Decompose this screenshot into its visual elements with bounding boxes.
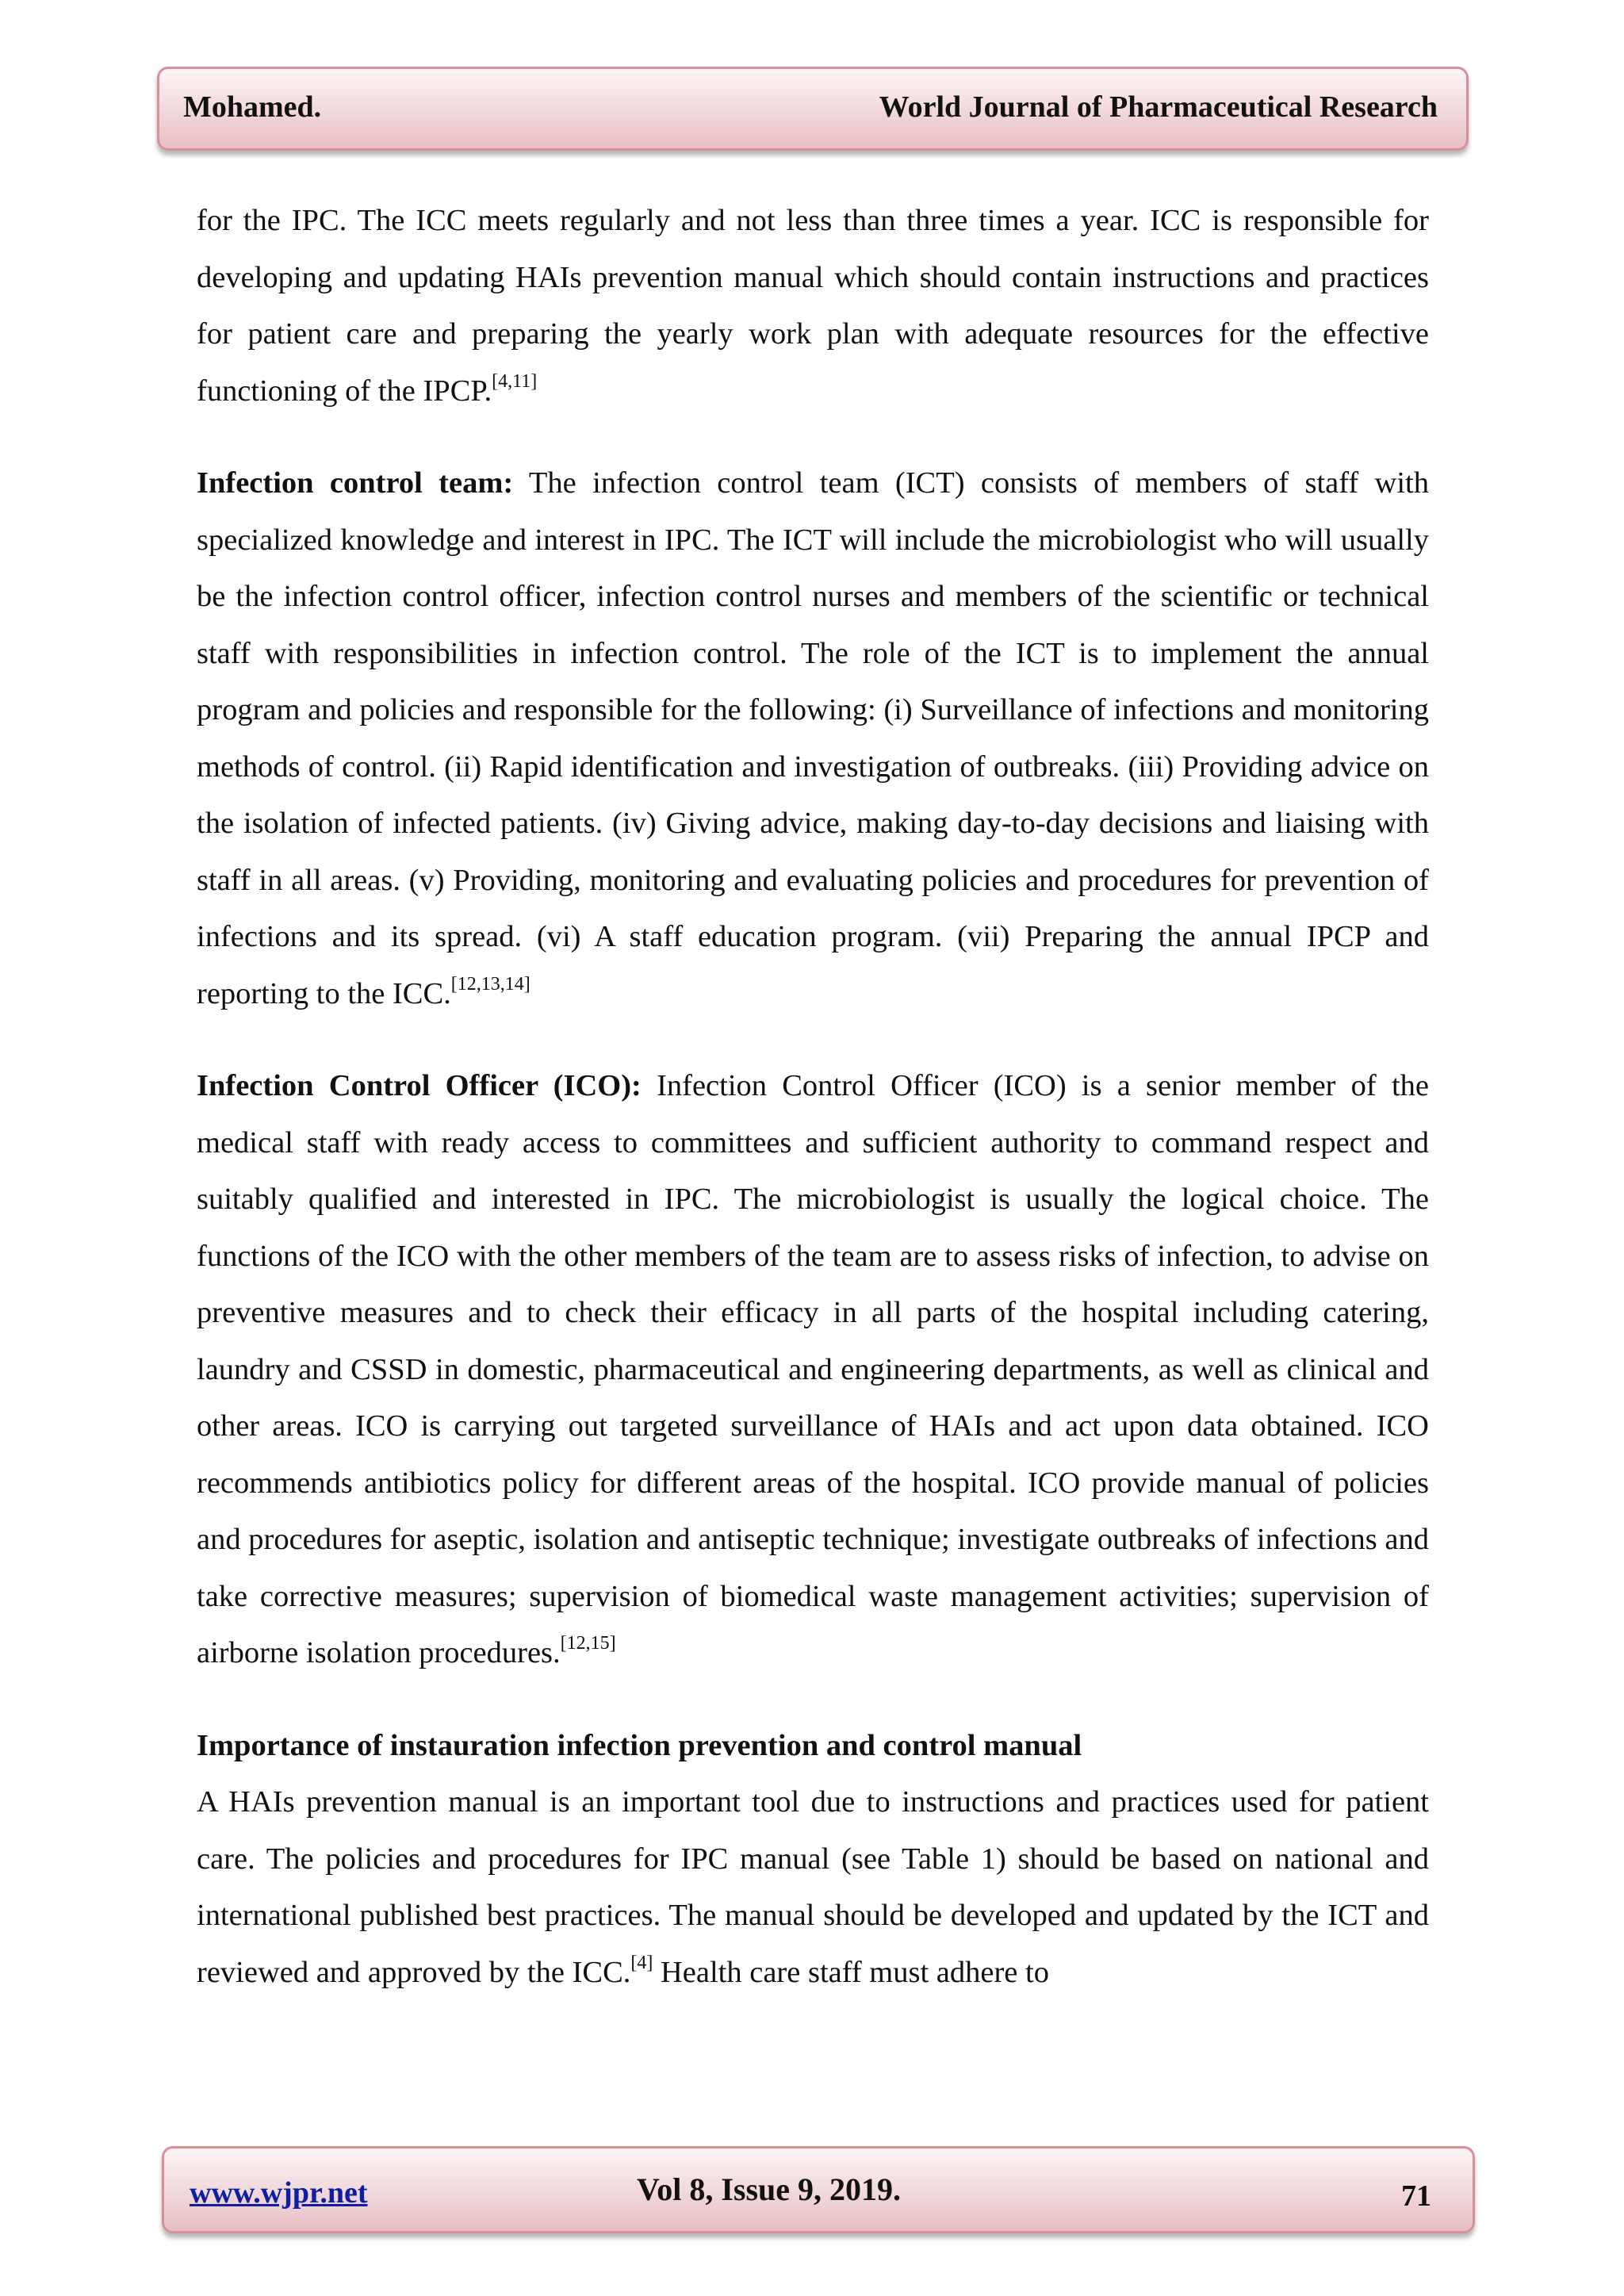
volume-issue: Vol 8, Issue 9, 2019. xyxy=(637,2171,902,2207)
paragraph-lead: Infection Control Officer (ICO): xyxy=(197,1069,642,1102)
citation: [4] xyxy=(630,1952,653,1973)
paragraph-text: The infection control team (ICT) consists of members of staff with specialized knowledge and interest in IPC. The ICT will include the microbiologist who will usually be the infection control officer, infection control nurses and members of the scientific or technical staff with responsibilities in infection control. The role of the ICT is to implement the annual program and policies and responsible for the following: (i) Surveillance of infections and monitoring methods of control. (ii) Rapid identification and investigation of outbreaks. (iii) Providing advice on the isolation of infected patients. (iv) Giving advice, making day-to-day decisions and liaising with staff in all areas. (v) Providing, monitoring and evaluating policies and procedures for prevention of infections and its spread. (vi) A staff education program. (vii) Preparing the annual IPCP and reporting to the ICC. xyxy=(197,466,1430,1010)
citation: [12,13,14] xyxy=(450,973,530,995)
paragraph-text: Infection Control Officer (ICO) is a senior member of the medical staff with ready access to committees and sufficient authority to command respect and suitably qualified and interested in IPC. The microbiologist is usually the logical choice. The functions of the ICO with the other members of the team are to assess risks of infection, to advise on preventive measures and to check their efficacy in all parts of the hospital including catering, laundry and CSSD in domestic, pharmaceutical and engineering departments, as well as clinical and other areas. ICO is carrying out targeted surveillance of HAIs and act upon data obtained. ICO recommends antibiotics policy for different areas of the hospital. ICO provide manual of policies and procedures for aseptic, isolation and antiseptic technique; investigate outbreaks of infections and take corrective measures; supervision of biomedical waste management activities; supervision of airborne isolation procedures. xyxy=(197,1069,1429,1669)
paragraph-infection-control-team xyxy=(197,455,1429,1022)
paragraph-icc xyxy=(197,193,1429,420)
page-number: 71 xyxy=(1401,2179,1431,2213)
website-link[interactable]: www.wjpr.net xyxy=(190,2176,368,2210)
page-footer xyxy=(162,2146,1475,2233)
paragraph-prevention-manual xyxy=(197,1774,1429,2001)
paragraph-text: for the IPC. The ICC meets regularly and not less than three times a year. ICC is responsible for developing and updating HAIs prevention manual which should contain instructions and practices for patient care and preparing the yearly work plan with adequate resources for the effective functioning of the IPCP. xyxy=(197,204,1429,408)
section-heading: Importance of instauration infection prevention and control manual xyxy=(197,1728,1082,1762)
paragraph-text: A HAIs prevention manual is an important tool due to instructions and practices used for patient care. The policies and procedures for IPC manual (see Table 1) should be based on national and international published best practices. The manual should be developed and updated by the ICT and reviewed and approved by the ICC. xyxy=(197,1785,1429,1989)
article-body xyxy=(197,193,1429,2001)
citation: [12,15] xyxy=(560,1633,616,1654)
paragraph-text-continued: Health care staff must adhere to xyxy=(653,1955,1049,1989)
header-author: Mohamed. xyxy=(183,90,322,124)
citation: [4,11] xyxy=(492,370,538,392)
page-header xyxy=(157,67,1469,151)
header-journal-title: World Journal of Pharmaceutical Research xyxy=(879,90,1438,124)
paragraph-infection-control-officer xyxy=(197,1058,1429,1682)
paragraph-lead: Infection control team: xyxy=(197,466,514,500)
